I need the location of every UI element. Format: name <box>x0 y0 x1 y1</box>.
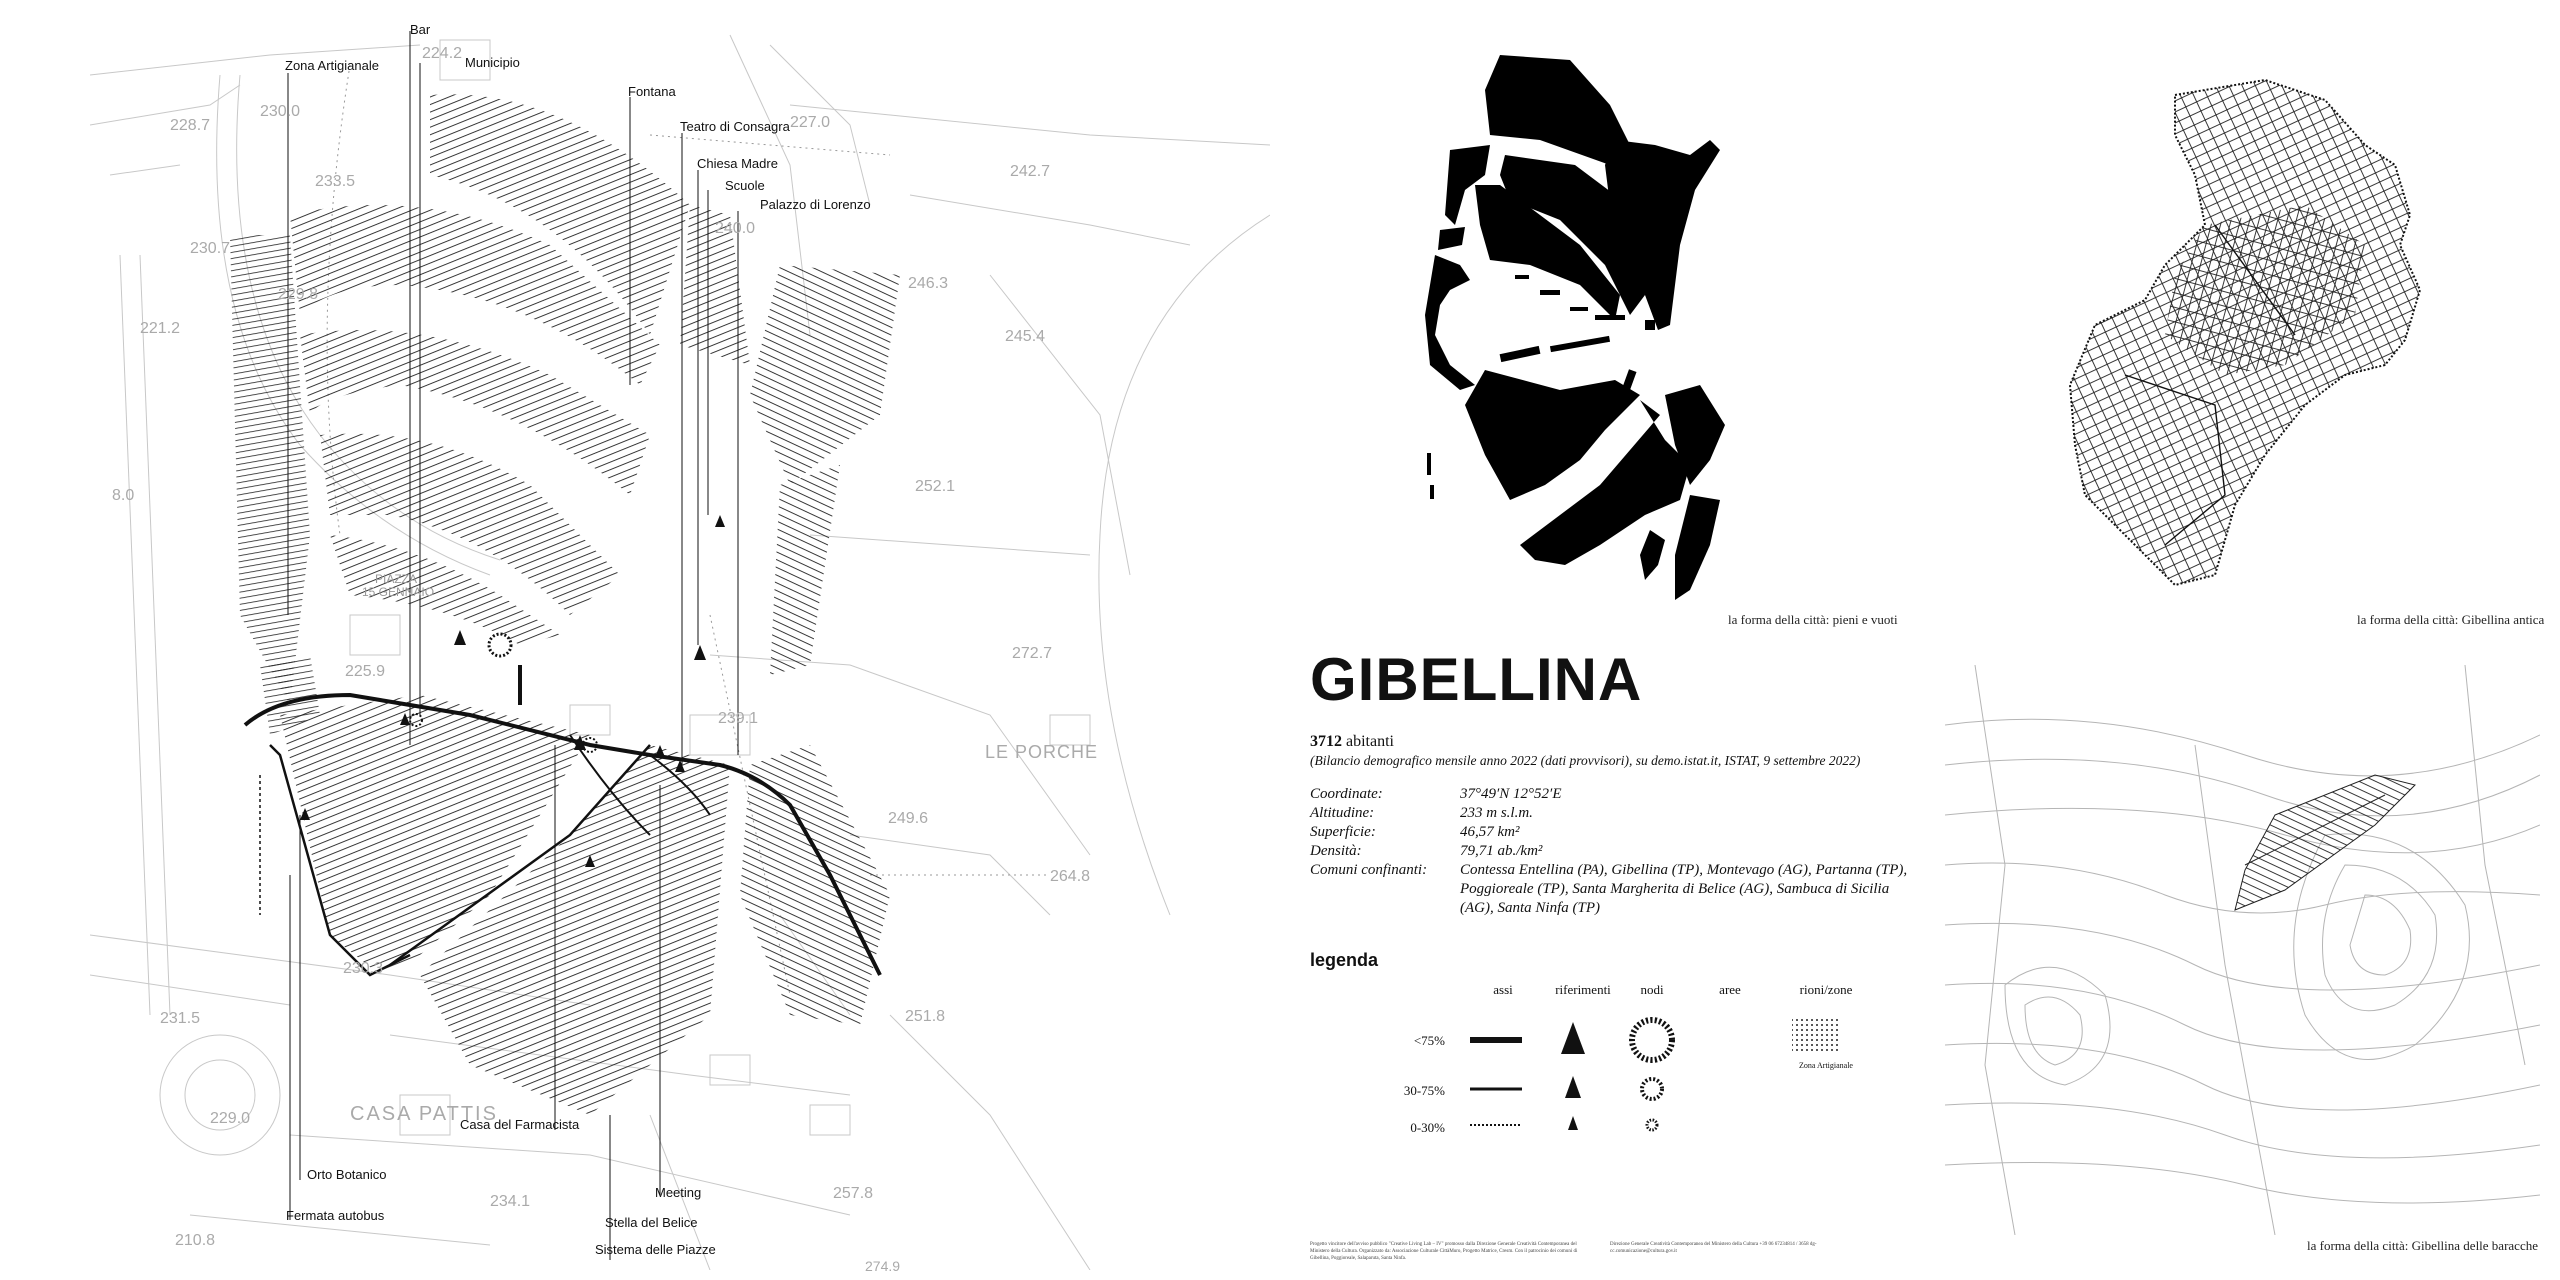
caption-old-town: la forma della città: Gibellina antica <box>2357 612 2545 627</box>
zone-symbol <box>1792 1018 1838 1054</box>
label-casa-farmacista: Casa del Farmacista <box>460 1117 580 1132</box>
label-teatro: Teatro di Consagra <box>680 119 790 134</box>
legend-row-mid: 30-75% <box>1403 1083 1445 1098</box>
label-fontana: Fontana <box>628 84 676 99</box>
label-meeting: Meeting <box>655 1185 702 1200</box>
legend-row-high: <75% <box>1413 1033 1445 1048</box>
elevation-label: 257.8 <box>833 1185 874 1202</box>
elevation-label: 231.5 <box>160 1010 201 1027</box>
elevation-label: 228.7 <box>170 117 211 134</box>
elevation-label: 249.6 <box>888 810 929 827</box>
elevation-label: 221.2 <box>140 320 181 337</box>
map-word-le-porche: LE PORCHE <box>985 742 1099 762</box>
elevation-label: 240.0 <box>715 220 756 237</box>
elevation-label: 224.2 <box>422 45 463 62</box>
label-municipio: Municipio <box>465 55 520 70</box>
reference-symbol-mid <box>1565 1076 1581 1098</box>
elevation-label: 234.1 <box>490 1193 531 1210</box>
label-stella: Stella del Belice <box>605 1215 698 1230</box>
facts-table <box>1310 785 1910 918</box>
elevation-label: 251.8 <box>905 1008 946 1025</box>
urban-map <box>90 15 1270 1270</box>
fact-value: Contessa Entellina (PA), Gibellina (TP), Montevago (AG), Partanna (TP), Poggioreale (TP), Santa Margherita di Belice (AG), Sambuca di Sicilia (AG), Santa Ninfa (TP) <box>1460 862 1908 916</box>
caption-figure-ground: la forma della città: pieni e vuoti <box>1728 612 1898 627</box>
elevation-label: 230.3 <box>343 960 384 977</box>
elevation-label: 210.8 <box>175 1232 216 1249</box>
legend-title: legenda <box>1310 950 1379 970</box>
fact-row <box>1310 861 1910 918</box>
fact-key: Densità: <box>1310 843 1362 859</box>
elevation-label: 272.7 <box>1012 645 1053 662</box>
elevation-label: 225.9 <box>345 663 386 680</box>
reference-symbol-low <box>1568 1116 1578 1130</box>
label-zona-artigianale: Zona Artigianale <box>285 58 379 73</box>
elevation-label: 230.7 <box>190 240 231 257</box>
population-unit: abitanti <box>1346 733 1394 750</box>
fact-row <box>1310 804 1910 823</box>
page-title: GIBELLINA <box>1310 646 1643 713</box>
legend-column-nodi: nodi <box>1640 982 1664 997</box>
elevation-label: 229.0 <box>210 1110 251 1127</box>
label-fermata: Fermata autobus <box>286 1208 385 1223</box>
legend-symbols <box>1460 1008 1880 1148</box>
fact-key: Altitudine: <box>1310 805 1375 821</box>
barracks-topo-map <box>1945 665 2540 1235</box>
node-large <box>489 634 511 656</box>
population <box>1310 733 1394 751</box>
map-word-piazza: PIAZZA <box>375 572 418 586</box>
footer-right: Direzione Generale Creatività Contemporanea del Ministero della Cultura +39 06 67234814 / 3658 dg-cc.comunicazione@cultura.gov.it <box>1610 1242 1817 1254</box>
elevation-label: 264.8 <box>1050 868 1091 885</box>
elevation-label: 229.8 <box>278 286 319 303</box>
elevation-label: 233.5 <box>315 173 356 190</box>
fact-value: 46,57 km² <box>1460 824 1520 840</box>
figure-ground-map <box>1390 45 1750 610</box>
population-value: 3712 <box>1310 733 1342 750</box>
legend-column-riferimenti: riferimenti <box>1555 982 1611 997</box>
elevation-label: 8.0 <box>112 487 135 504</box>
node-symbol-low <box>1647 1120 1657 1130</box>
fact-value: 37°49′N 12°52′E <box>1460 786 1562 802</box>
elevation-label: 252.1 <box>915 478 956 495</box>
elevation-label: 227.0 <box>790 114 831 131</box>
legend-column-assi: assi <box>1493 982 1513 997</box>
fact-value: 233 m s.l.m. <box>1460 805 1533 821</box>
elevation-label: 230.0 <box>260 103 301 120</box>
node-symbol-mid <box>1642 1079 1662 1099</box>
fact-key: Comuni confinanti: <box>1310 862 1428 878</box>
label-sistema: Sistema delle Piazze <box>595 1242 716 1257</box>
reference-symbol-high <box>1561 1022 1585 1054</box>
label-scuole: Scuole <box>725 178 765 193</box>
fact-row <box>1310 785 1910 804</box>
node-symbol-high <box>1632 1020 1672 1060</box>
map-word-casa-pattis: CASA PATTIS <box>350 1103 498 1125</box>
fact-value: 79,71 ab./km² <box>1460 843 1543 859</box>
population-note: (Bilancio demografico mensile anno 2022 (dati provvisori), su demo.istat.it, ISTAT, 9 settembre 2022) <box>1310 753 1861 768</box>
label-bar: Bar <box>410 22 431 37</box>
elevation-label: 245.4 <box>1005 328 1046 345</box>
footer-left: Progetto vincitore dell'avviso pubblico "Creative Living Lab – IV" promosso dalla Direzione Generale Creatività Contemporanea del Ministero della Cultura. Organizzato da: Associazione Culturale CittàMuro, Progetto Matrice, Cresm. Con il patrocinio dei comuni di Gibellina, Poggioreale, Salaparuta, Santa Ninfa. <box>1310 1242 1578 1261</box>
label-chiesa-madre: Chiesa Madre <box>697 156 778 171</box>
legend-column-aree: aree <box>1719 982 1741 997</box>
fact-key: Coordinate: <box>1310 786 1383 802</box>
map-word-gennaio: 15 GENNAIO <box>362 585 435 599</box>
fact-key: Superficie: <box>1310 824 1376 840</box>
fact-row <box>1310 842 1910 861</box>
caption-barracks: la forma della città: Gibellina delle baracche <box>2307 1238 2538 1253</box>
legend-row-low: 0-30% <box>1410 1120 1445 1135</box>
elevation-label: 242.7 <box>1010 163 1051 180</box>
legend-zone-label: Zona Artigianale <box>1799 1061 1853 1070</box>
elevation-label: 246.3 <box>908 275 949 292</box>
label-palazzo: Palazzo di Lorenzo <box>760 197 871 212</box>
legend-column-rioni: rioni/zone <box>1799 982 1853 997</box>
old-town-map <box>2065 75 2425 595</box>
fact-row <box>1310 823 1910 842</box>
elevation-label: 239.1 <box>718 710 759 727</box>
elevation-label: 274.9 <box>865 1258 901 1274</box>
label-orto-botanico: Orto Botanico <box>307 1167 387 1182</box>
